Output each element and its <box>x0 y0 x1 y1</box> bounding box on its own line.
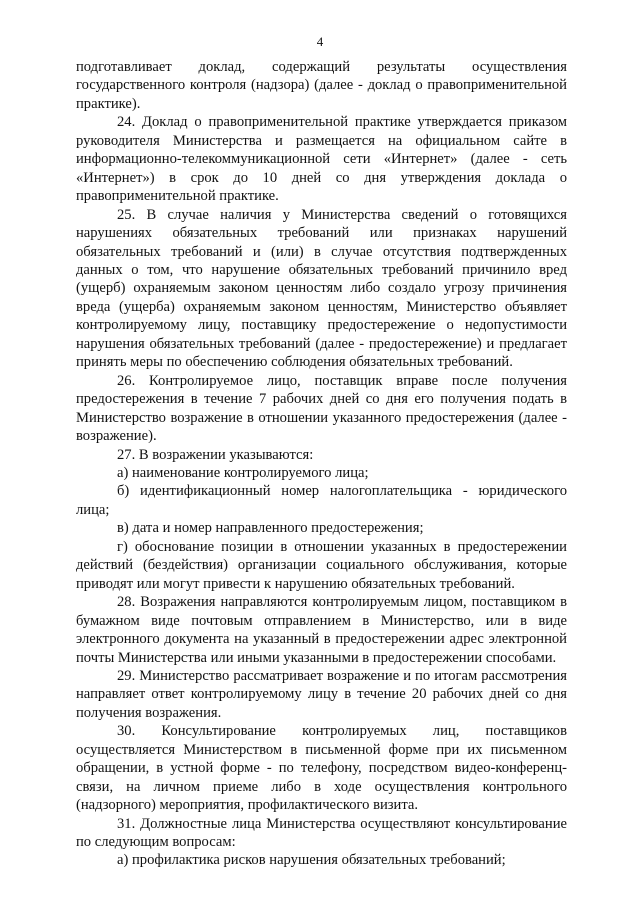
paragraph-item-30: 30. Консультирование контролируемых лиц, поставщиков осуществляется Министерством в письменной форме при их письменном обращении, в устной форме - по телефону, посредством видео-конференц-связи, на личном приеме либо в ходе осуществления контрольного (надзорного) мероприятия, профилактического визита. <box>76 723 567 814</box>
paragraph-item-28: 28. Возражения направляются контролируемым лицом, поставщиком в бумажном виде почтовым отправлением в Министерство, или в виде электронного документа на указанный в предостережении адрес электронной почты Министерства или иными указанными в предостережении способами. <box>76 594 567 666</box>
paragraph-item-27-g: г) обоснование позиции в отношении указанных в предостережении действий (бездействия) организации социального обслуживания, которые приводят или могут привести к нарушению обязательных требований. <box>76 538 567 592</box>
paragraph-item-27: 27. В возражении указываются: <box>117 446 314 463</box>
document-body <box>76 58 567 870</box>
paragraph-item-31-a: а) профилактика рисков нарушения обязательных требований; <box>117 852 506 869</box>
paragraph-item-27-v: в) дата и номер направленного предостережения; <box>117 520 424 537</box>
paragraph-item-26: 26. Контролируемое лицо, поставщик вправе после получения предостережения в течение 7 рабочих дней со дня его получения подать в Министерство возражение в отношении указанного предостережения (далее - возражение). <box>76 372 567 445</box>
paragraph-item-24: 24. Доклад о правоприменительной практике утверждается приказом руководителя Министерства и размещается на официальном сайте в информационно-телекоммуникационной сети «Интернет» (далее - сеть «Интернет») в срок до 10 дней со дня утверждения доклада о правоприменительной практике. <box>76 114 567 205</box>
paragraph-item-25: 25. В случае наличия у Министерства сведений о готовящихся нарушениях обязательных требований или признаках нарушений обязательных требований и (или) в случае отсутствия подтвержденных данных о том, что нарушение обязательных требований причинило вред (ущерб) охраняемым законом ценностям либо создало угрозу причинения вреда (ущерба) охраняемым законом ценностям, Министерство объявляет контролируемому лицу, поставщику предостережение о недопустимости нарушения обязательных требований (далее - предостережение) и предлагает принять меры по обеспечению соблюдения обязательных требований. <box>76 206 567 371</box>
paragraph-item-31: 31. Должностные лица Министерства осуществляют консультирование по следующим вопросам: <box>76 815 567 851</box>
paragraph-item-27-a: а) наименование контролируемого лица; <box>117 464 369 481</box>
page-number: 4 <box>316 34 324 49</box>
paragraph-item-29: 29. Министерство рассматривает возражение и по итогам рассмотрения направляет ответ контролируемому лицу в течение 20 рабочих дней со дня получения возражения. <box>76 667 567 721</box>
paragraph-intro-continuation: подготавливает доклад, содержащий результаты осуществления государственного контроля (надзора) (далее - доклад о правоприменительной практике). <box>76 59 567 112</box>
paragraph-item-27-b: б) идентификационный номер налогоплательщика - юридического лица; <box>76 483 567 518</box>
